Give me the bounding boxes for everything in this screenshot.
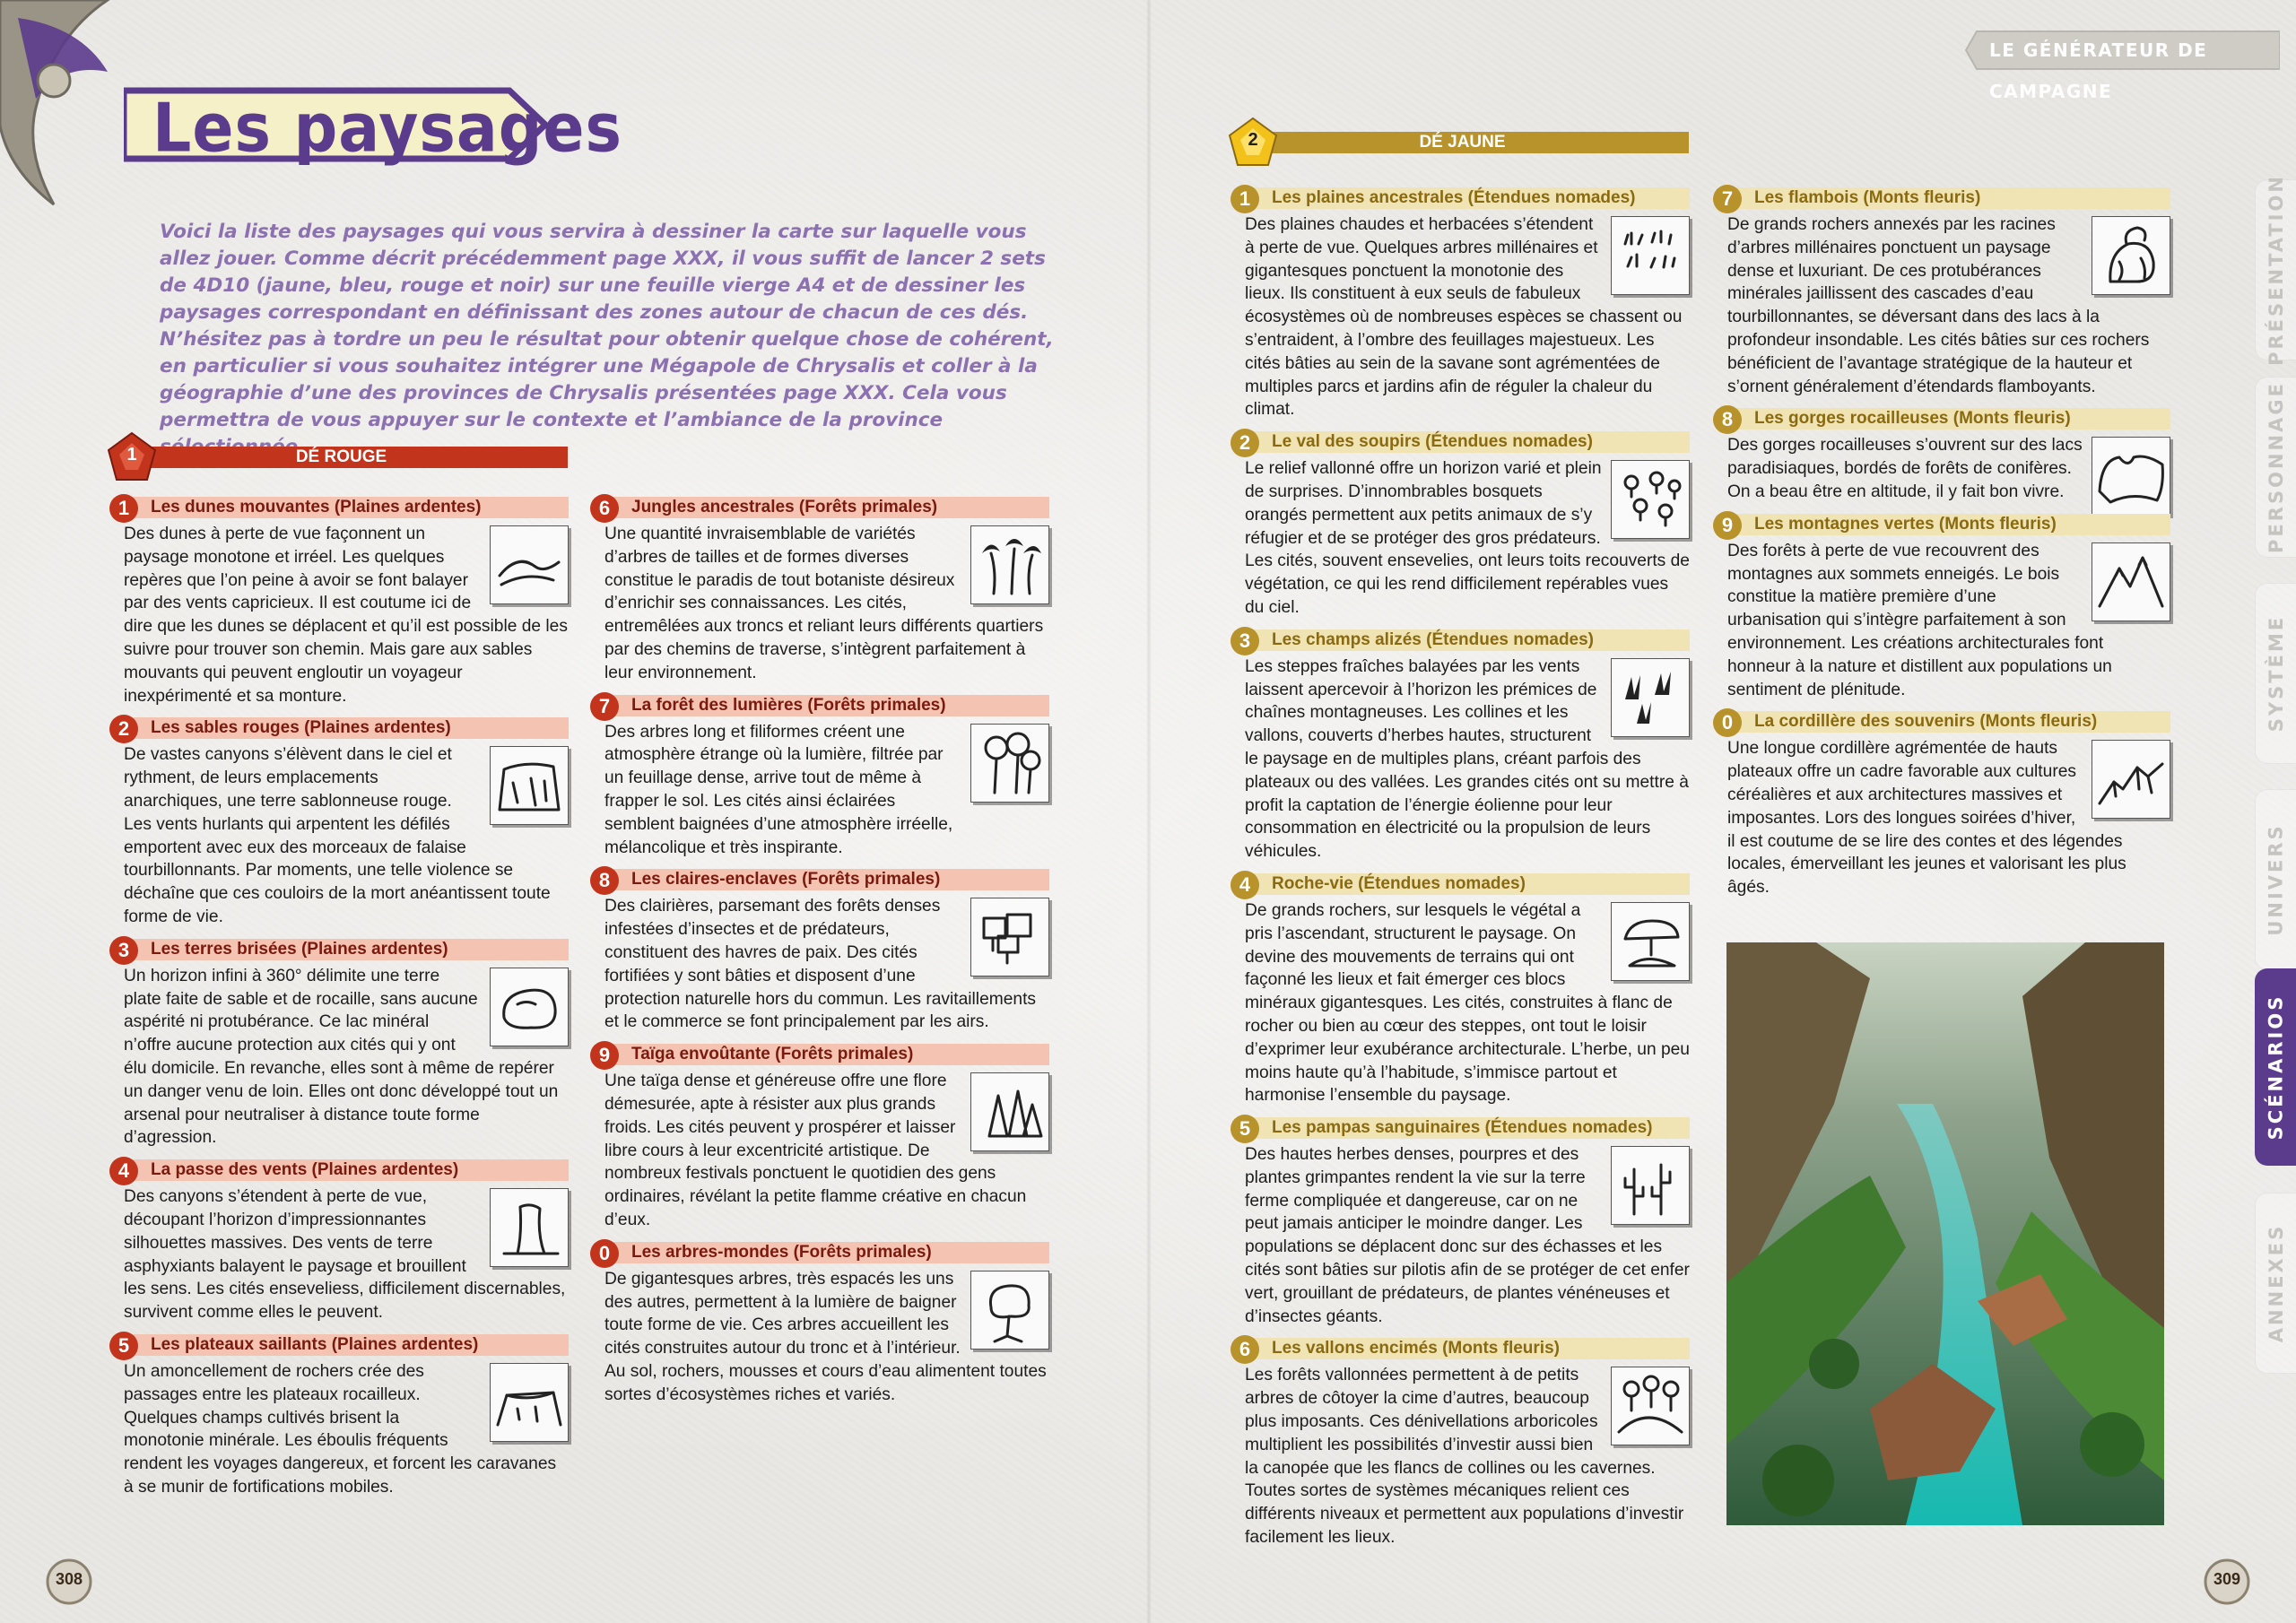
red-die-number: 1 [126, 445, 137, 464]
entry-body [590, 523, 1049, 685]
entry-body [1231, 457, 1690, 620]
entry-text: Les forêts vallonnées permettent à de petits arbres de côtoyer la cime d’autres, beaucoup plus imposants. Ces dénivellations arboricoles multiplient les possibilités d’investir aussi bien la canopée que les flancs de collines ou les cavernes. Toutes sortes de systèmes mécaniques relient ces différents niveaux et permettent aux populations d’investir facilement les lieux. [1245, 1366, 1684, 1548]
yellow_die-entry-2 [1231, 429, 1690, 620]
entry-number-badge: 5 [109, 1332, 138, 1360]
entry-body [590, 895, 1049, 1034]
entry-title: Les terres brisées (Plaines ardentes) [151, 939, 448, 959]
entry-number-badge: 8 [590, 866, 619, 895]
dunes-sketch-icon [490, 525, 569, 604]
yellow_die-entry-4 [1231, 871, 1690, 1107]
red_die-entry-2 [109, 715, 569, 928]
entry-number-badge: 6 [1231, 1335, 1259, 1364]
entry-text: Les steppes fraîches balayées par les vents laissent apercevoir à l’horizon les prémices de chaînes montagneuses. Les collines et les vallons, couverts d’herbes hautes, structurent le paysage en de multiples plans, créant parfois des plateaux ou des vallées. Les grandes cités ont su mettre à profit la captation de l’énergie éolienne pour leur consommation en électricité ou la propulsion de leurs véhicules. [1245, 656, 1689, 862]
entry-body [109, 1360, 569, 1499]
entry-body [109, 965, 569, 1150]
entry-body [1713, 213, 2170, 398]
tab-personnage[interactable] [2255, 377, 2296, 558]
red_die-entry-0 [590, 1239, 1049, 1407]
entry-header [590, 866, 1049, 893]
entry-header [590, 692, 1049, 719]
entry-title: La cordillère des souvenirs (Monts fleuris) [1754, 712, 2098, 732]
yellow_die-entry-5 [1231, 1115, 1690, 1328]
entry-header [1231, 871, 1690, 898]
canyon-sketch-icon [490, 746, 569, 825]
page-number-right-text: 309 [2213, 1570, 2241, 1588]
entry-text: Des canyons s’étendent à perte de vue, découpant l’horizon d’impressionnantes silhouettes massives. Des vents de terre asphyxiants balayent le paysage et brouillent les sens. Les cités enseveliess, difficilement discernables, survivent comme elles le peuvent. [124, 1187, 566, 1323]
rooted-rock-sketch-icon [2092, 216, 2170, 295]
page-title: Les paysages [152, 90, 623, 168]
entry-number-badge: 9 [590, 1041, 619, 1070]
entry-header [590, 1239, 1049, 1266]
tall-trees-sketch-icon [970, 724, 1049, 803]
entry-header [109, 1157, 569, 1184]
entry-title: Les champs alizés (Étendues nomades) [1272, 629, 1595, 649]
steppe-grass-sketch-icon [1611, 658, 1690, 737]
entry-number-badge: 4 [1231, 871, 1259, 899]
clearing-sketch-icon [970, 898, 1049, 976]
entry-text: Une longue cordillère agrémentée de hauts plateaux offre un cadre favorable aux cultures céréalières et aux architectures massives et imposantes. Lors des longues soirées d’hiver, il est coutume de se lire des contes et des légendes locales, émerveillant les jeunes et valorisant les plus âgés. [1727, 739, 2126, 898]
yellow_die-entry-9 [1713, 511, 2170, 702]
tab-presentation-label: PRÉSENTATION [2266, 174, 2287, 366]
entry-header [1231, 1115, 1690, 1141]
book-spine [1146, 0, 1152, 1623]
entry-text: Le relief vallonné offre un horizon varié et plein de surprises. D’innombrables bosquets orangés permettent aux petits animaux de s’y réfugier et de se protéger des gros prédateurs. Les cités, souvent ensevelies, ont leurs toits recouverts de végétation, ce qui les rend difficilement repérables vues du ciel. [1245, 459, 1690, 617]
red_die-entry-9 [590, 1041, 1049, 1232]
intro-paragraph [160, 219, 1061, 461]
yellow_die-entry-0 [1713, 708, 2170, 899]
entry-text: De grands rochers, sur lesquels le végétal a pris l’ascendant, structurent le paysage. On devine des mouvements de terrains qui ont façonné les lieux et fait émerger ces blocs minéraux gigantesques. Les cités, construites à flanc de rocher ou bien au cœur des steppes, ont tout le loisir d’exprimer leur exubérance architecturale. L’herbe, un peu moins haute qu’à l’habitude, s’immisce partout et harmonise l’ensemble du paysage. [1245, 900, 1690, 1106]
entry-text: Des clairières, parsemant des forêts denses infestées d’insectes et de prédateurs, constituent des havres de paix. Des cités fortifiées y sont bâties et disposent d’une protection naturelle hors du commun. Les ravitaillements et le commerce se font principalement par les airs. [604, 897, 1036, 1032]
entry-text: De gigantesques arbres, très espacés les uns des autres, permettent à la lumière de baigner toute forme de vie. Ces arbres accueillent les cités construites autour du tronc et à l’intérieur. Au sol, rochers, mousses et cours d’eau alimentent toutes sortes d’écosystèmes riches et variés. [604, 1269, 1047, 1404]
entry-body [1231, 213, 1690, 421]
entry-header [1713, 708, 2170, 735]
yellow_die-entry-7 [1713, 185, 2170, 398]
pillar-sketch-icon [490, 1188, 569, 1267]
yellow_die-entry-8 [1713, 405, 2170, 503]
entry-text: Un amoncellement de rochers crée des passages entre les plateaux rocailleux. Quelques champs cultivés brisent la monotonie minérale. Les éboulis fréquents rendent les voyages dangereux, et forcent les caravanes à se munir de fortifications mobiles. [124, 1361, 557, 1497]
tab-presentation[interactable] [2255, 174, 2296, 366]
red-die-label: DÉ ROUGE [295, 447, 387, 466]
entry-title: Les montagnes vertes (Monts fleuris) [1754, 514, 2057, 534]
entry-header [109, 715, 569, 742]
red_die-entry-6 [590, 494, 1049, 685]
entry-body [590, 1070, 1049, 1232]
yellow-column-right [1713, 185, 2170, 907]
gorge-sketch-icon [2092, 437, 2170, 516]
entry-text: Une quantité invraisemblable de variétés d’arbres de tailles et de formes diverses constitue le paradis de tout botaniste désireux d’enrichir ses connaissances. Les cités, entremêlées aux troncs et reliant leurs différents quartiers par des chemins de traverse, s’intègrent parfaitement à leur environnement. [604, 525, 1044, 682]
yellow_die-entry-6 [1231, 1335, 1690, 1549]
entry-body [109, 743, 569, 928]
running-head [1964, 30, 2280, 102]
ridge-sketch-icon [2092, 740, 2170, 819]
tab-scenarios-label: SCÉNARIOS [2265, 994, 2287, 1141]
yellow-column-left [1231, 185, 1690, 1557]
entry-body [109, 1185, 569, 1324]
entry-number-badge: 0 [1713, 708, 1742, 737]
entry-header [109, 494, 569, 521]
entry-title: Jungles ancestrales (Forêts primales) [631, 498, 938, 516]
red_die-entry-1 [109, 494, 569, 707]
page-number-left-text: 308 [55, 1570, 83, 1588]
entry-number-badge: 3 [1231, 627, 1259, 655]
entry-title: Les vallons encimés (Monts fleuris) [1272, 1339, 1560, 1358]
page-number-left [43, 1556, 95, 1608]
entry-title: Les gorges rocailleuses (Monts fleuris) [1754, 409, 2071, 429]
tab-systeme-label: SYSTÈME [2266, 614, 2287, 733]
entry-text: De grands rochers annexés par les racines d’arbres millénaires ponctuent un paysage dense et luxuriant. De ces protubérances minérales jaillissent des cascades d’eau tourbillonnantes, se déversant dans des lacs à la profondeur insondable. Les cités bâties sur ces rochers bénéficient de l’avantage stratégique de la hauteur et s’ornent généralement d’étendards flamboyants. [1727, 215, 2150, 396]
entry-title: Les claires-enclaves (Forêts primales) [631, 870, 941, 890]
rock-tree-sketch-icon [1611, 902, 1690, 981]
entry-number-badge: 2 [1231, 429, 1259, 457]
grass-tufts-sketch-icon [1611, 216, 1690, 295]
entry-title: Taïga envoûtante (Forêts primales) [631, 1045, 914, 1064]
entry-body [590, 721, 1049, 860]
entry-header [1231, 429, 1690, 456]
plateau-sketch-icon [490, 1363, 569, 1442]
entry-title: Les dunes mouvantes (Plaines ardentes) [151, 498, 482, 516]
entry-header [590, 1041, 1049, 1068]
entry-title: La passe des vents (Plaines ardentes) [151, 1160, 459, 1180]
entry-number-badge: 8 [1713, 405, 1742, 434]
entry-text: Des dunes à perte de vue façonnent un paysage monotone et irréel. Les quelques repères que l’on peine à avoir se font balayer par des vents capricieux. Il est coutume ici de dire que les dunes se déplacent et qu’il est possible de les suivre pour trouver son chemin. Mais gare aux sables mouvants qui peuvent engloutir un voyageur inexpérimenté et sa monture. [124, 525, 568, 706]
entry-text: Des forêts à perte de vue recouvrent des montagnes aux sommets enneigés. Le bois constitue la matière première d’une urbanisation qui s’intègre parfaitement à son environnement. Les créations architecturales font honneur à la nature et distillent aux populations un sentiment de plénitude. [1727, 541, 2112, 699]
entry-body [1713, 737, 2170, 899]
entry-number-badge: 3 [109, 936, 138, 965]
entry-body [1231, 899, 1690, 1107]
hill-trees-sketch-icon [1611, 1367, 1690, 1445]
entry-header [109, 936, 569, 963]
tab-univers-label: UNIVERS [2266, 823, 2287, 936]
yellow-die-label: DÉ JAUNE [1419, 133, 1506, 152]
entry-number-badge: 1 [109, 494, 138, 523]
entry-number-badge: 7 [590, 692, 619, 721]
entry-number-badge: 2 [109, 715, 138, 743]
tab-annexes-label: ANNEXES [2266, 1223, 2288, 1343]
red-die-icon [104, 430, 160, 486]
rock-sketch-icon [490, 968, 569, 1046]
entry-number-badge: 7 [1713, 185, 1742, 213]
entry-header [1231, 1335, 1690, 1362]
entry-text: De vastes canyons s’élèvent dans le ciel et rythment, de leurs emplacements anarchiques, une terre sablonneuse rouge. Les vents hurlants qui arpentent les défilés emportent avec eux des morceaux de falaise tourbillonnants. Par moments, une telle violence se déchaîne que ces couloirs de la mort anéantissent toute forme de vie. [124, 745, 551, 926]
red_die-entry-3 [109, 936, 569, 1150]
entry-body [1713, 434, 2170, 503]
entry-title: Roche-vie (Étendues nomades) [1272, 873, 1526, 893]
entry-title: Les arbres-mondes (Forêts primales) [631, 1242, 932, 1262]
entry-body [1231, 1364, 1690, 1549]
yellow_die-entry-1 [1231, 185, 1690, 421]
entry-header [1231, 185, 1690, 212]
shrubs-sketch-icon [1611, 460, 1690, 539]
yellow_die-entry-3 [1231, 627, 1690, 864]
intro-text: Voici la liste des paysages qui vous servira à dessiner la carte sur laquelle vous allez jouer. Comme décrit précédemment page XXX, il vous suffit de lancer 2 sets de 4D10 (jaune, bleu, rouge et noir) sur une feuille vierge A4 et de dessiner les paysages correspondant en définissant des zones autour de chacun de ces dés. N’hésitez pas à tordre un peu le résultat pour obtenir quelque chose de cohérent, en particulier si vous souhaitez intégrer une Mégapole de Chrysalis et coller à la géographie d’une des provinces de Chrysalis présentées page XXX. Cela vous permettra de vous appuyer sur le contexte et l’ambiance de la province [160, 221, 1054, 431]
tab-personnage-label: PERSONNAGE [2266, 381, 2287, 553]
tab-annexes[interactable] [2255, 1193, 2296, 1374]
entry-header [590, 494, 1049, 521]
entry-text: Des plaines chaudes et herbacées s’étendent à perte de vue. Quelques arbres millénaires et gigantesques ponctuent la monotonie des lieux. Ils constituent à eux seuls de fabuleux écosystèmes où de nombreuses espèces se chassent ou s’entraident, à l’ombre des feuillages majestueux. Les cités bâties au sein de la savane sont agrémentées de multiples parcs et jardins afin de réguler la chaleur du climat. [1245, 215, 1683, 420]
entry-number-badge: 9 [1713, 511, 1742, 540]
cactus-sketch-icon [1611, 1146, 1690, 1225]
tab-systeme[interactable] [2255, 583, 2296, 764]
entry-title: Les flambois (Monts fleuris) [1754, 188, 1981, 207]
red-column-right [590, 494, 1049, 1414]
running-head-text: LE GÉNÉRATEUR DE CAMPAGNE [1989, 39, 2208, 102]
entry-body [1231, 1143, 1690, 1328]
entry-text: Des gorges rocailleuses s’ouvrent sur des lacs paradisiaques, bordés de forêts de conifères. On a beau être en altitude, il y fait bon vivre. [1727, 436, 2083, 501]
entry-title: La forêt des lumières (Forêts primales) [631, 695, 946, 715]
peaks-sketch-icon [2092, 542, 2170, 621]
yellow-die-number: 2 [1248, 130, 1258, 150]
entry-title: Le val des soupirs (Étendues nomades) [1272, 432, 1593, 452]
entry-title: Les plateaux saillants (Plaines ardentes) [151, 1334, 479, 1354]
entry-header [109, 1332, 569, 1358]
entry-title: Les pampas sanguinaires (Étendues nomades) [1272, 1118, 1653, 1138]
yellow-die-header [1236, 132, 1689, 153]
canyon-river-illustration [1726, 942, 2164, 1525]
entry-body [1713, 540, 2170, 702]
palms-sketch-icon [970, 525, 1049, 604]
entry-header [1713, 185, 2170, 212]
big-tree-sketch-icon [970, 1271, 1049, 1350]
entry-number-badge: 6 [590, 494, 619, 523]
entry-number-badge: 4 [109, 1157, 138, 1185]
entry-text: Des hautes herbes denses, pourpres et des plantes grimpantes rendent la vie sur la terre ferme compliquée et dangereuse, car on ne peut jamais anticiper le moindre danger. Les populations se déplacent donc sur des échasses et les cités sont bâties sur pilotis afin de se protéger de cet enfer vert, grouillant de prédateurs, de plantes vénéneuses et d’insectes géants. [1245, 1145, 1690, 1326]
entry-number-badge: 0 [590, 1239, 619, 1268]
entry-number-badge: 5 [1231, 1115, 1259, 1143]
entry-title: Les sables rouges (Plaines ardentes) [151, 718, 451, 738]
red_die-entry-5 [109, 1332, 569, 1499]
entry-text: Un horizon infini à 360° délimite une terre plate faite de sable et de rocaille, sans aucune aspérité ni protubérance. Ce lac minéral n’offre aucune protection aux cités qui y ont élu domicile. En revanche, elles sont à même de repérer un danger venu de loin. Elles ont donc développé tout un arsenal pour neutraliser à distance toute forme d’agression. [124, 966, 559, 1148]
entry-text: Des arbres long et filiformes créent une atmosphère étrange où la lumière, filtrée par un feuillage dense, arrive tout de même à frapper le sol. Les cités ainsi éclairées semblent baignées d’une atmosphère irréelle, mélancolique et très inspirante. [604, 722, 953, 857]
pines-sketch-icon [970, 1072, 1049, 1151]
tab-univers[interactable] [2255, 789, 2296, 970]
red_die-entry-7 [590, 692, 1049, 860]
entry-number-badge: 1 [1231, 185, 1259, 213]
yellow-die-icon [1225, 116, 1281, 171]
red-column-left [109, 494, 569, 1506]
entry-header [1713, 405, 2170, 432]
red_die-entry-4 [109, 1157, 569, 1324]
entry-body [1231, 655, 1690, 864]
entry-body [590, 1268, 1049, 1407]
red-die-header [115, 447, 568, 468]
tab-scenarios[interactable] [2255, 968, 2296, 1166]
entry-header [1231, 627, 1690, 654]
entry-header [1713, 511, 2170, 538]
page-number-right [2201, 1556, 2253, 1608]
red_die-entry-8 [590, 866, 1049, 1034]
entry-title: Les plaines ancestrales (Étendues nomades) [1272, 188, 1636, 207]
entry-text: Une taïga dense et généreuse offre une flore démesurée, apte à résister aux plus grands froids. Les cités peuvent y prospérer et laisser libre cours à leur excentricité artistique. De nombreux festivals ponctuent le quotidien des gens ordinaires, révélant la petite flamme créative en chacun d’eux. [604, 1072, 1027, 1229]
entry-body [109, 523, 569, 707]
